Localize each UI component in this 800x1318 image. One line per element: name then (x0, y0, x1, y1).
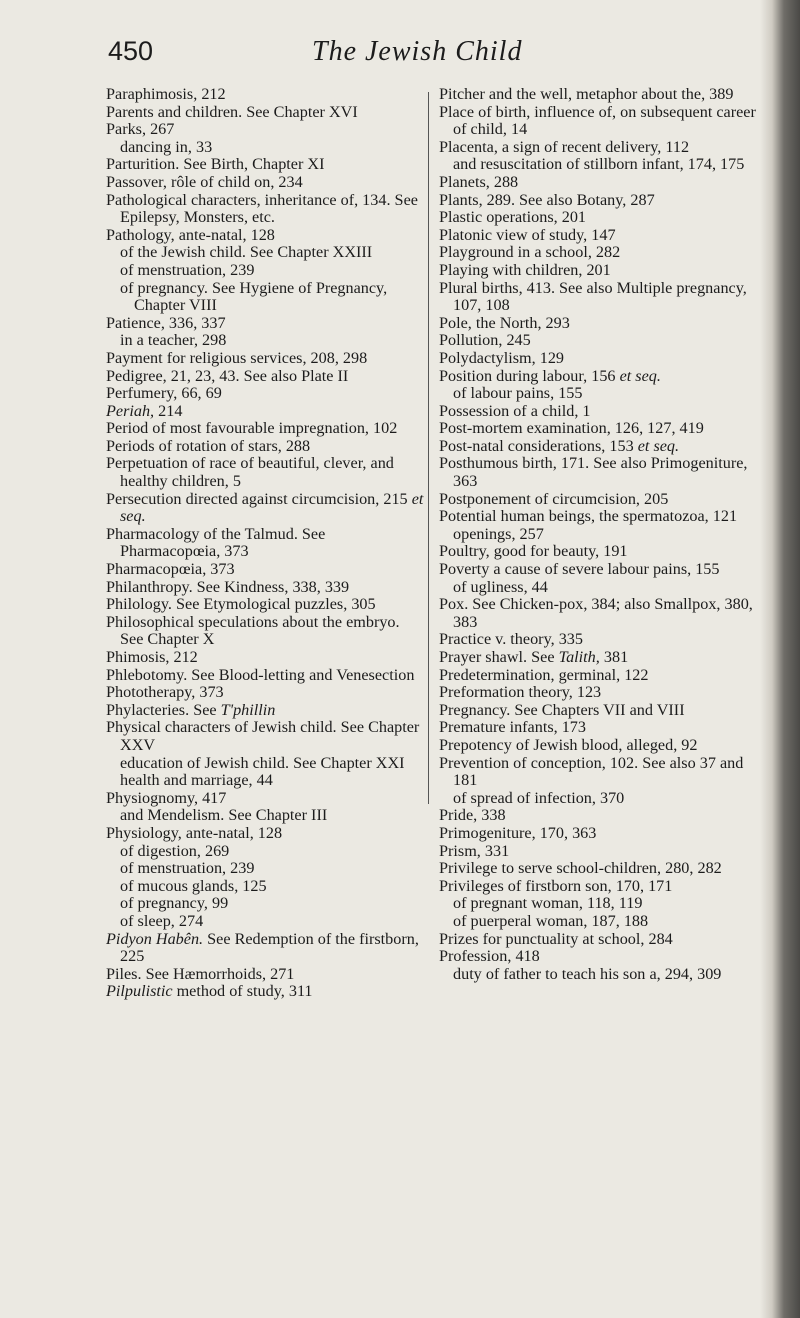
index-text: Phimosis, 212 (106, 648, 198, 666)
index-entry (106, 790, 426, 808)
index-subentry (106, 843, 426, 861)
index-subentry (106, 244, 426, 262)
index-text: Pathological characters, inheritance of, 134. See Epilepsy, Monsters, etc. (106, 190, 418, 227)
index-text: Persecution directed against circumcision, 215 (106, 489, 412, 508)
index-entry (439, 825, 771, 843)
index-subentry (439, 913, 771, 931)
index-text: Pitcher and the well, metaphor about the, 389 (439, 85, 734, 103)
index-entry (439, 843, 771, 861)
index-text: Pollution, 245 (439, 331, 531, 350)
index-entry (439, 262, 771, 280)
index-subentry (439, 895, 771, 913)
index-entry (106, 104, 426, 122)
index-text: Practice v. theory, 335 (439, 630, 583, 649)
index-text: education of Jewish child. See Chapter XXI (120, 753, 405, 772)
index-subentry (439, 966, 771, 984)
index-entry (439, 667, 771, 685)
index-entry (439, 403, 771, 421)
index-text: Pregnancy. See Chapters VII and VIII (439, 700, 685, 719)
index-entry (439, 561, 771, 579)
index-subentry (439, 526, 771, 544)
index-text: Posthumous birth, 171. See also Primogeniture, 363 (439, 454, 748, 491)
index-text: Polydactylism, 129 (439, 348, 565, 367)
index-entry (439, 596, 771, 631)
index-text: Prayer shawl. See (439, 648, 559, 666)
index-text: Parents and children. See Chapter XVI (106, 102, 358, 121)
index-entry (106, 86, 426, 104)
index-entry (439, 755, 771, 790)
index-text: of sleep, 274 (120, 911, 204, 930)
index-entry (106, 420, 426, 438)
index-entry (106, 403, 426, 421)
index-entry (106, 385, 426, 403)
index-text: Position during labour, 156 (439, 366, 620, 385)
index-text: Pedigree, 21, 23, 43. See also Plate II (106, 366, 349, 385)
index-text: See Redemption of the firstborn, 225 (120, 929, 419, 966)
index-text: Pathology, ante-natal, 128 (106, 225, 275, 244)
index-entry (106, 227, 426, 245)
index-column-right (439, 86, 771, 983)
index-text: and Mendelism. See Chapter III (120, 806, 328, 825)
index-entry (106, 684, 426, 702)
index-entry (439, 209, 771, 227)
index-text: Physiognomy, 417 (106, 788, 227, 807)
index-subentry (106, 895, 426, 913)
index-entry (439, 350, 771, 368)
index-entry (439, 420, 771, 438)
index-subentry (439, 790, 771, 808)
index-text: Privileges of firstborn son, 170, 171 (439, 876, 673, 895)
index-text: of puerperal woman, 187, 188 (453, 911, 649, 930)
index-entry (439, 878, 771, 896)
index-text: Period of most favourable impregnation, 102 (106, 419, 398, 438)
index-text: Pole, the North, 293 (439, 313, 570, 332)
index-text: of pregnancy, 99 (120, 894, 229, 913)
index-text: Philosophical speculations about the embryo. See Chapter X (106, 612, 400, 649)
index-text: Perfumery, 66, 69 (106, 384, 222, 403)
index-text: Prevention of conception, 102. See also 37 and 181 (439, 753, 744, 790)
index-text: Predetermination, germinal, 122 (439, 665, 649, 684)
index-subentry (106, 913, 426, 931)
index-entry (106, 156, 426, 174)
index-text: Playground in a school, 282 (439, 243, 621, 262)
index-term-italic: Pidyon Habên. (106, 929, 204, 948)
index-text: Pharmacology of the Talmud. See Pharmacopœia, 373 (106, 524, 326, 561)
index-text: Philology. See Etymological puzzles, 305 (106, 595, 376, 614)
index-text: Poultry, good for beauty, 191 (439, 542, 628, 561)
index-text: health and marriage, 44 (120, 771, 273, 790)
running-title: The Jewish Child (312, 36, 523, 67)
index-entry (106, 596, 426, 614)
index-text: Pharmacopœia, 373 (106, 560, 235, 579)
index-entry (439, 368, 771, 386)
index-text: duty of father to teach his son a, 294, 309 (453, 964, 722, 983)
index-text: Placenta, a sign of recent delivery, 112 (439, 137, 690, 156)
index-entry (439, 807, 771, 825)
index-subentry (106, 139, 426, 157)
index-entry (439, 931, 771, 949)
index-text: Primogeniture, 170, 363 (439, 823, 597, 842)
index-entry (106, 702, 426, 720)
index-text: Phlebotomy. See Blood-letting and Venesection (106, 665, 415, 684)
index-entry (439, 508, 771, 526)
index-entry (439, 455, 771, 490)
index-entry (439, 315, 771, 333)
index-text: Pride, 338 (439, 806, 506, 825)
index-entry (106, 368, 426, 386)
index-column-left (106, 86, 426, 1001)
index-text: Privilege to serve school-children, 280, 282 (439, 859, 722, 878)
index-entry (439, 702, 771, 720)
index-italic-ref: Talith, (558, 648, 600, 666)
index-entry (439, 860, 771, 878)
index-text: Patience, 336, 337 (106, 313, 226, 332)
index-subentry (106, 878, 426, 896)
index-text: Post-natal considerations, 153 (439, 436, 638, 455)
index-entry (439, 280, 771, 315)
index-text: of pregnant woman, 118, 119 (453, 894, 643, 913)
index-text: Prizes for punctuality at school, 284 (439, 929, 673, 948)
index-subentry (106, 332, 426, 350)
index-entry (439, 192, 771, 210)
index-entry (439, 737, 771, 755)
index-entry (439, 139, 771, 157)
index-subentry (106, 262, 426, 280)
index-entry (106, 579, 426, 597)
index-entry (106, 121, 426, 139)
index-text: Paraphimosis, 212 (106, 85, 226, 103)
index-entry (106, 667, 426, 685)
index-italic-ref: et seq. (619, 366, 661, 385)
index-entry (439, 719, 771, 737)
index-text: Philanthropy. See Kindness, 338, 339 (106, 577, 350, 596)
index-text: Piles. See Hæmorrhoids, 271 (106, 964, 295, 983)
index-subentry (106, 280, 426, 315)
index-text: Post-mortem examination, 126, 127, 419 (439, 419, 704, 438)
index-entry (439, 491, 771, 509)
index-entry (106, 966, 426, 984)
index-text: in a teacher, 298 (120, 331, 227, 350)
index-italic-ref: et seq. (637, 436, 680, 455)
index-text: of the Jewish child. See Chapter XXIII (120, 243, 373, 262)
index-term-italic: Periah, (106, 401, 155, 420)
index-text: Preformation theory, 123 (439, 683, 602, 702)
index-text: openings, 257 (453, 524, 544, 543)
index-entry (106, 649, 426, 667)
index-entry (106, 561, 426, 579)
index-italic-ref: T'phillin (220, 700, 276, 719)
index-entry (106, 350, 426, 368)
index-entry (106, 825, 426, 843)
index-subentry (106, 860, 426, 878)
index-entry (439, 86, 771, 104)
index-text: Physical characters of Jewish child. See Chapter XXV (106, 718, 420, 754)
index-text: Perpetuation of race of beautiful, clever, and healthy children, 5 (106, 454, 394, 491)
index-text: Parks, 267 (106, 120, 175, 139)
index-entry (106, 719, 426, 754)
index-subentry (439, 385, 771, 403)
page-number: 450 (108, 36, 154, 66)
index-entry (439, 948, 771, 966)
index-subentry (439, 579, 771, 597)
index-text: dancing in, 33 (120, 137, 213, 156)
index-text: Plastic operations, 201 (439, 208, 587, 227)
index-tail: 381 (599, 648, 629, 666)
index-text: Plural births, 413. See also Multiple pregnancy, 107, 108 (439, 278, 747, 315)
index-entry (106, 438, 426, 456)
index-entry (106, 931, 426, 966)
index-entry (439, 631, 771, 649)
index-text: Payment for religious services, 208, 298 (106, 348, 368, 367)
index-text: of spread of infection, 370 (453, 788, 625, 807)
index-entry (439, 438, 771, 456)
index-subentry (106, 755, 426, 773)
index-text: Planets, 288 (439, 172, 519, 191)
index-text: Parturition. See Birth, Chapter XI (106, 155, 325, 174)
index-text: Pox. See Chicken-pox, 384; also Smallpox, 380, 383 (439, 595, 753, 631)
index-text: Phototherapy, 373 (106, 683, 224, 702)
index-text: of pregnancy. See Hygiene of Pregnancy, Chapter VIII (120, 278, 388, 315)
index-text: of digestion, 269 (120, 841, 230, 860)
index-text: Prepotency of Jewish blood, alleged, 92 (439, 735, 698, 754)
index-entry (439, 684, 771, 702)
index-text: Plants, 289. See also Botany, 287 (439, 190, 655, 209)
index-text: and resuscitation of stillborn infant, 174, 175 (453, 155, 745, 174)
index-entry (106, 455, 426, 490)
index-text: Place of birth, influence of, on subsequent career of child, 14 (439, 102, 756, 139)
index-text: of labour pains, 155 (453, 384, 583, 403)
index-text: Postponement of circumcision, 205 (439, 489, 669, 508)
index-text: Possession of a child, 1 (439, 401, 591, 420)
index-subentry (439, 156, 771, 174)
index-text: Periods of rotation of stars, 288 (106, 436, 311, 455)
index-text: 214 (154, 401, 183, 420)
index-subentry (106, 772, 426, 790)
index-entry (439, 174, 771, 192)
index-text: Playing with children, 201 (439, 260, 611, 279)
index-text: of menstruation, 239 (120, 859, 255, 878)
index-subentry (106, 807, 426, 825)
index-text: of ugliness, 44 (453, 577, 548, 596)
index-entry (106, 614, 426, 649)
index-entry (106, 983, 426, 1001)
index-italic-ref: et seq. (120, 489, 424, 526)
index-entry (439, 244, 771, 262)
index-text: Platonic view of study, 147 (439, 225, 616, 244)
page-header (108, 36, 728, 76)
index-text: Phylacteries. See (106, 700, 221, 719)
index-entry (106, 174, 426, 192)
column-divider (428, 92, 429, 804)
index-entry (106, 491, 426, 526)
index-text: method of study, 311 (172, 982, 313, 1001)
index-text: Prism, 331 (439, 841, 510, 860)
index-text: of mucous glands, 125 (120, 876, 267, 895)
index-text: Physiology, ante-natal, 128 (106, 823, 283, 842)
index-entry (439, 543, 771, 561)
index-text: Profession, 418 (439, 947, 540, 966)
index-entry (439, 332, 771, 350)
index-text: Poverty a cause of severe labour pains, 155 (439, 560, 720, 579)
index-entry (106, 315, 426, 333)
index-term-italic: Pilpulistic (106, 982, 173, 1001)
index-entry (439, 104, 771, 139)
index-entry (106, 526, 426, 561)
index-entry (439, 227, 771, 245)
index-entry (439, 649, 771, 667)
index-text: Passover, rôle of child on, 234 (106, 172, 303, 191)
index-text: of menstruation, 239 (120, 260, 255, 279)
index-text: Potential human beings, the spermatozoa, 121 (439, 507, 738, 526)
index-entry (106, 192, 426, 227)
index-text: Premature infants, 173 (439, 718, 586, 737)
